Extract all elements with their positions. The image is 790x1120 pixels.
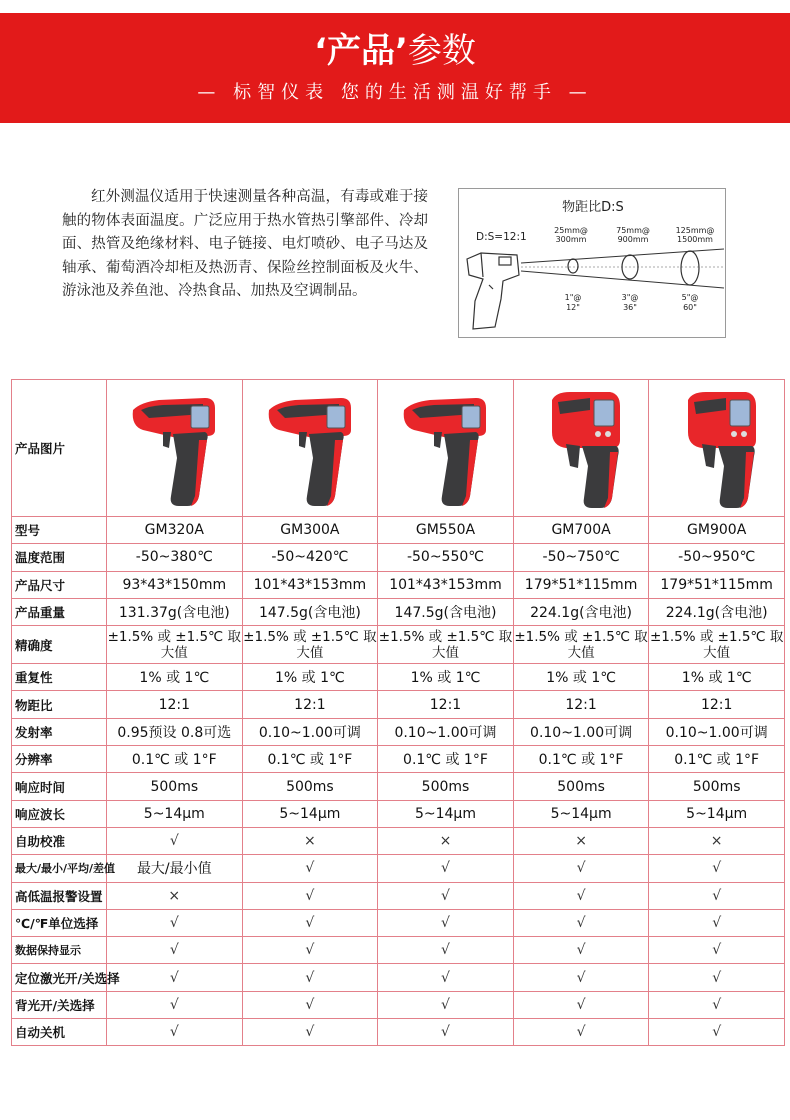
diagram-title: 物距比D:S	[562, 200, 624, 215]
check-mark-cell: √	[242, 882, 378, 909]
spec-value-cell: 101*43*153mm	[378, 571, 514, 598]
row-label: 高低温报警设置	[12, 882, 107, 909]
spot-1-top-line2: 300mm	[555, 235, 587, 244]
spec-value-cell: 147.5g(含电池)	[378, 598, 514, 625]
row-label: ℃/℉单位选择	[12, 909, 107, 936]
spec-row	[12, 909, 785, 936]
product-image-row	[12, 380, 785, 517]
spec-row	[12, 544, 785, 571]
row-label: 产品重量	[12, 598, 107, 625]
spec-value-cell: 0.95预设 0.8可选	[107, 718, 243, 745]
check-mark-cell: √	[513, 1019, 649, 1046]
spec-row	[12, 718, 785, 745]
check-mark-cell: √	[649, 991, 785, 1018]
check-mark-cell: √	[513, 855, 649, 882]
check-mark-cell: √	[649, 855, 785, 882]
check-mark-cell: √	[378, 855, 514, 882]
spec-value-cell: 500ms	[649, 773, 785, 800]
gun-screen	[730, 400, 750, 426]
row-label: 最大/最小/平均/差值	[12, 855, 107, 882]
gun-trigger	[299, 432, 307, 448]
spec-value-cell: -50~550℃	[378, 544, 514, 571]
product-image-cell	[378, 380, 514, 517]
row-label: 产品尺寸	[12, 571, 107, 598]
spec-value-cell: ±1.5% 或 ±1.5℃ 取大值	[649, 626, 785, 664]
gun-screen	[594, 400, 614, 426]
spec-row	[12, 598, 785, 625]
spec-value-cell: 5~14μm	[378, 800, 514, 827]
spec-value-cell: -50~420℃	[242, 544, 378, 571]
spec-row	[12, 937, 785, 964]
spot-3-bottom-line1: 5"@	[681, 293, 699, 302]
thermometer-gun-icon	[390, 384, 500, 512]
spec-row	[12, 773, 785, 800]
spec-value-cell: 101*43*153mm	[242, 571, 378, 598]
check-mark-cell: √	[242, 991, 378, 1018]
spot-2-top-line1: 75mm@	[616, 226, 650, 235]
cone-bottom-line	[521, 271, 724, 288]
spec-row	[12, 664, 785, 691]
spec-value-cell: 147.5g(含电池)	[242, 598, 378, 625]
cross-mark-cell: ×	[107, 882, 243, 909]
page-subtitle: — 标智仪表 您的生活测温好帮手 —	[197, 82, 593, 103]
row-label: 分辨率	[12, 746, 107, 773]
thermometer-gun-icon	[526, 384, 636, 512]
check-mark-cell: √	[242, 964, 378, 991]
row-label: 响应波长	[12, 800, 107, 827]
spec-value-cell: ±1.5% 或 ±1.5℃ 取大值	[513, 626, 649, 664]
check-mark-cell: √	[107, 909, 243, 936]
gun-button	[595, 431, 601, 437]
gun-trigger	[566, 444, 580, 468]
spec-row	[12, 991, 785, 1018]
row-label: 响应时间	[12, 773, 107, 800]
cross-mark-cell: ×	[513, 827, 649, 854]
spec-value-cell: 0.10~1.00可调	[378, 718, 514, 745]
gun-trigger	[702, 444, 716, 468]
distance-spot-svg	[459, 189, 727, 339]
intro-paragraph: 红外测温仪适用于快速测量各种高温，有毒或难于接触的物体表面温度。广泛应用于热水管热引擎部件、冷却面、热管及绝缘材料、电子链接、电灯喷砂、电子马达及轴承、葡萄酒冷却柜及热沥青、保险丝控制面板及火牛、游泳池及养鱼池、冷热食品、加热及空调制品。	[62, 189, 428, 299]
spec-table	[11, 379, 785, 1046]
gun-screen	[462, 406, 480, 428]
spec-row	[12, 626, 785, 664]
spec-row	[12, 746, 785, 773]
check-mark-cell: √	[107, 937, 243, 964]
check-mark-cell: √	[242, 909, 378, 936]
row-label: 自动关机	[12, 1019, 107, 1046]
cross-mark-cell: ×	[378, 827, 514, 854]
spec-value-cell: 500ms	[242, 773, 378, 800]
spec-value-cell: ±1.5% 或 ±1.5℃ 取大值	[378, 626, 514, 664]
model-cell: GM700A	[513, 517, 649, 544]
spec-value-cell: 0.10~1.00可调	[513, 718, 649, 745]
spec-value-cell: 500ms	[107, 773, 243, 800]
spec-value-cell: 12:1	[378, 691, 514, 718]
spec-row	[12, 827, 785, 854]
header-banner	[0, 13, 790, 123]
spec-value-cell: 1% 或 1℃	[649, 664, 785, 691]
spec-value-cell: 0.1℃ 或 1°F	[649, 746, 785, 773]
model-cell: GM550A	[378, 517, 514, 544]
spot-3-bottom-line2: 60"	[683, 303, 697, 312]
check-mark-cell: √	[378, 964, 514, 991]
spec-value-cell: 12:1	[649, 691, 785, 718]
spot-1-bottom-line2: 12"	[566, 303, 580, 312]
spec-value-cell: 0.1℃ 或 1°F	[107, 746, 243, 773]
spec-value-cell: 224.1g(含电池)	[649, 598, 785, 625]
check-mark-cell: √	[649, 909, 785, 936]
spec-value-cell: 1% 或 1℃	[378, 664, 514, 691]
spec-value-cell: 0.1℃ 或 1°F	[242, 746, 378, 773]
spec-value-cell: 1% 或 1℃	[107, 664, 243, 691]
thermometer-gun-icon	[119, 384, 229, 512]
spot-3-top-line1: 125mm@	[675, 226, 715, 235]
check-mark-cell: √	[107, 827, 243, 854]
spec-value-cell: 5~14μm	[242, 800, 378, 827]
spec-value-cell: 0.10~1.00可调	[242, 718, 378, 745]
row-label: 产品图片	[12, 380, 107, 517]
spec-row	[12, 800, 785, 827]
gun-trigger	[434, 432, 442, 448]
gun-button	[605, 431, 611, 437]
spec-value-cell: 12:1	[107, 691, 243, 718]
spec-value-cell: 最大/最小值	[107, 855, 243, 882]
model-cell: GM900A	[649, 517, 785, 544]
spec-value-cell: 12:1	[242, 691, 378, 718]
row-label: 数据保持显示	[12, 937, 107, 964]
check-mark-cell: √	[378, 909, 514, 936]
row-label: 物距比	[12, 691, 107, 718]
check-mark-cell: √	[107, 1019, 243, 1046]
check-mark-cell: √	[513, 937, 649, 964]
check-mark-cell: √	[378, 937, 514, 964]
spec-value-cell: 1% 或 1℃	[242, 664, 378, 691]
spec-value-cell: ±1.5% 或 ±1.5℃ 取大值	[107, 626, 243, 664]
spec-value-cell: 93*43*150mm	[107, 571, 243, 598]
row-label: 发射率	[12, 718, 107, 745]
check-mark-cell: √	[649, 882, 785, 909]
spec-value-cell: -50~950℃	[649, 544, 785, 571]
spec-row	[12, 571, 785, 598]
title-highlight: ‘产品’	[314, 31, 408, 71]
gun-screen	[327, 406, 345, 428]
spec-value-cell: 224.1g(含电池)	[513, 598, 649, 625]
product-image-cell	[242, 380, 378, 517]
check-mark-cell: √	[242, 1019, 378, 1046]
distance-spot-diagram	[458, 188, 726, 338]
cross-mark-cell: ×	[242, 827, 378, 854]
spec-value-cell: ±1.5% 或 ±1.5℃ 取大值	[242, 626, 378, 664]
cross-mark-cell: ×	[649, 827, 785, 854]
product-image-cell	[107, 380, 243, 517]
spec-value-cell: 0.10~1.00可调	[649, 718, 785, 745]
title-rest: 参数	[407, 31, 476, 71]
product-image-cell	[513, 380, 649, 517]
gun-trigger	[163, 432, 171, 448]
spec-row	[12, 855, 785, 882]
row-label: 精确度	[12, 626, 107, 664]
check-mark-cell: √	[513, 991, 649, 1018]
diagram-ratio: D:S=12:1	[476, 231, 527, 243]
check-mark-cell: √	[649, 964, 785, 991]
row-label: 型号	[12, 517, 107, 544]
spot-2-bottom-line1: 3"@	[621, 293, 639, 302]
spec-value-cell: 0.1℃ 或 1°F	[378, 746, 514, 773]
spot-2-top-line2: 900mm	[617, 235, 649, 244]
spec-value-cell: 12:1	[513, 691, 649, 718]
spot-1-top-line1: 25mm@	[554, 226, 588, 235]
check-mark-cell: √	[649, 937, 785, 964]
check-mark-cell: √	[107, 964, 243, 991]
spec-value-cell: 131.37g(含电池)	[107, 598, 243, 625]
spec-value-cell: 5~14μm	[107, 800, 243, 827]
spec-value-cell: 500ms	[513, 773, 649, 800]
gun-button	[741, 431, 747, 437]
spec-row	[12, 691, 785, 718]
check-mark-cell: √	[242, 937, 378, 964]
check-mark-cell: √	[513, 882, 649, 909]
thermometer-gun-icon	[662, 384, 772, 512]
model-row	[12, 517, 785, 544]
thermometer-outline-icon	[467, 253, 519, 329]
spec-value-cell: 5~14μm	[513, 800, 649, 827]
check-mark-cell: √	[378, 882, 514, 909]
check-mark-cell: √	[513, 964, 649, 991]
row-label: 重复性	[12, 664, 107, 691]
spot-ellipse-small	[568, 259, 578, 273]
spot-3-top-line2: 1500mm	[677, 235, 713, 244]
spec-value-cell: -50~380℃	[107, 544, 243, 571]
thermometer-gun-icon	[255, 384, 365, 512]
spec-row	[12, 964, 785, 991]
spec-value-cell: 1% 或 1℃	[513, 664, 649, 691]
product-image-cell	[649, 380, 785, 517]
row-label: 背光开/关选择	[12, 991, 107, 1018]
check-mark-cell: √	[513, 909, 649, 936]
spot-2-bottom-line2: 36"	[623, 303, 637, 312]
check-mark-cell: √	[649, 1019, 785, 1046]
spec-value-cell: 500ms	[378, 773, 514, 800]
spec-value-cell: 179*51*115mm	[513, 571, 649, 598]
model-cell: GM320A	[107, 517, 243, 544]
check-mark-cell: √	[378, 991, 514, 1018]
spec-value-cell: -50~750℃	[513, 544, 649, 571]
spec-value-cell: 0.1℃ 或 1°F	[513, 746, 649, 773]
row-label: 自助校准	[12, 827, 107, 854]
check-mark-cell: √	[242, 855, 378, 882]
spec-value-cell: 179*51*115mm	[649, 571, 785, 598]
row-label: 温度范围	[12, 544, 107, 571]
check-mark-cell: √	[378, 1019, 514, 1046]
model-cell: GM300A	[242, 517, 378, 544]
spec-row	[12, 882, 785, 909]
spec-row	[12, 1019, 785, 1046]
page-title	[0, 31, 790, 71]
gun-screen	[191, 406, 209, 428]
spec-value-cell: 5~14μm	[649, 800, 785, 827]
gun-button	[731, 431, 737, 437]
row-label: 定位激光开/关选择	[12, 964, 107, 991]
spot-ellipse-large	[681, 251, 699, 285]
spot-1-bottom-line1: 1"@	[564, 293, 582, 302]
check-mark-cell: √	[107, 991, 243, 1018]
